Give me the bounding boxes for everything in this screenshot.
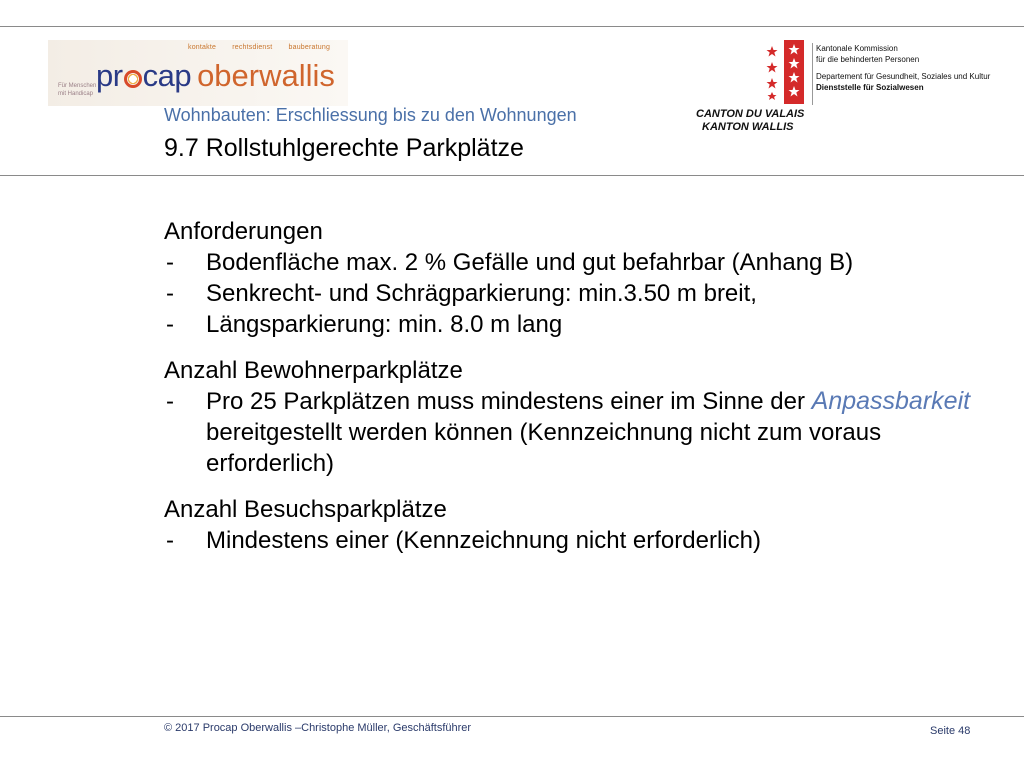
slide-subtitle: Wohnbauten: Erschliessung bis zu den Wohnungen <box>164 105 577 125</box>
list-item: - Mindestens einer (Kennzeichnung nicht erforderlich) <box>166 527 761 554</box>
logo-word-pr: pr <box>96 58 123 93</box>
logo-o-ring-icon <box>124 70 142 88</box>
logo-word-cap: cap <box>142 58 192 93</box>
canton-divider <box>812 43 813 105</box>
logo-tagline <box>188 44 344 51</box>
commission-line2: für die behinderten Personen <box>816 55 920 64</box>
page-number: Seite 48 <box>930 725 971 737</box>
logo-side-text <box>58 82 96 98</box>
footer-copyright: © 2017 Procap Oberwallis –Christophe Müller, Geschäftsführer <box>164 722 472 734</box>
tagline-bauberatung: bauberatung <box>288 44 331 51</box>
canton-name <box>696 108 804 134</box>
canton-name-de: KANTON WALLIS <box>702 121 794 133</box>
header-rule <box>0 175 1024 176</box>
list-item: - Längsparkierung: min. 8.0 m lang <box>166 311 563 338</box>
canton-name-fr: CANTON DU VALAIS <box>696 108 805 120</box>
section-heading-visitors: Anzahl Besuchsparkplätze <box>164 496 447 523</box>
commission-info <box>816 43 990 93</box>
top-rule <box>0 26 1024 27</box>
department-line: Departement für Gesundheit, Soziales und Kultur <box>816 72 991 81</box>
slide-title: 9.7 Rollstuhlgerechte Parkplätze <box>164 134 524 162</box>
canton-flag-icon <box>764 40 804 104</box>
footer-rule <box>0 716 1024 717</box>
slide-body <box>164 216 994 556</box>
list-item: - Bodenfläche max. 2 % Gefälle und gut befahrbar (Anhang B) <box>166 249 854 276</box>
service-line: Dienststelle für Sozialwesen <box>816 83 924 92</box>
logo-word-oberwallis: oberwallis <box>197 58 335 93</box>
section-heading-residents: Anzahl Bewohnerparkplätze <box>164 357 463 384</box>
commission-line1: Kantonale Kommission <box>816 44 898 53</box>
logo-side-line1: Für Menschen <box>58 83 97 89</box>
section-heading-requirements: Anforderungen <box>164 218 323 245</box>
anpassbarkeit-link[interactable]: Anpassbarkeit <box>811 387 971 415</box>
procap-wordmark <box>96 58 335 94</box>
logo-side-line2: mit Handicap <box>58 91 94 97</box>
list-item: - Pro 25 Parkplätzen muss mindestens einer im Sinne der Anpassbarkeit bereitgestellt werden können (Kennzeichnung nicht zum voraus erforderlich) <box>166 387 971 477</box>
list-item: - Senkrecht- und Schrägparkierung: min.3.50 m breit, <box>166 280 757 307</box>
tagline-kontakte: kontakte <box>188 44 217 51</box>
tagline-rechtsdienst: rechtsdienst <box>232 44 273 51</box>
